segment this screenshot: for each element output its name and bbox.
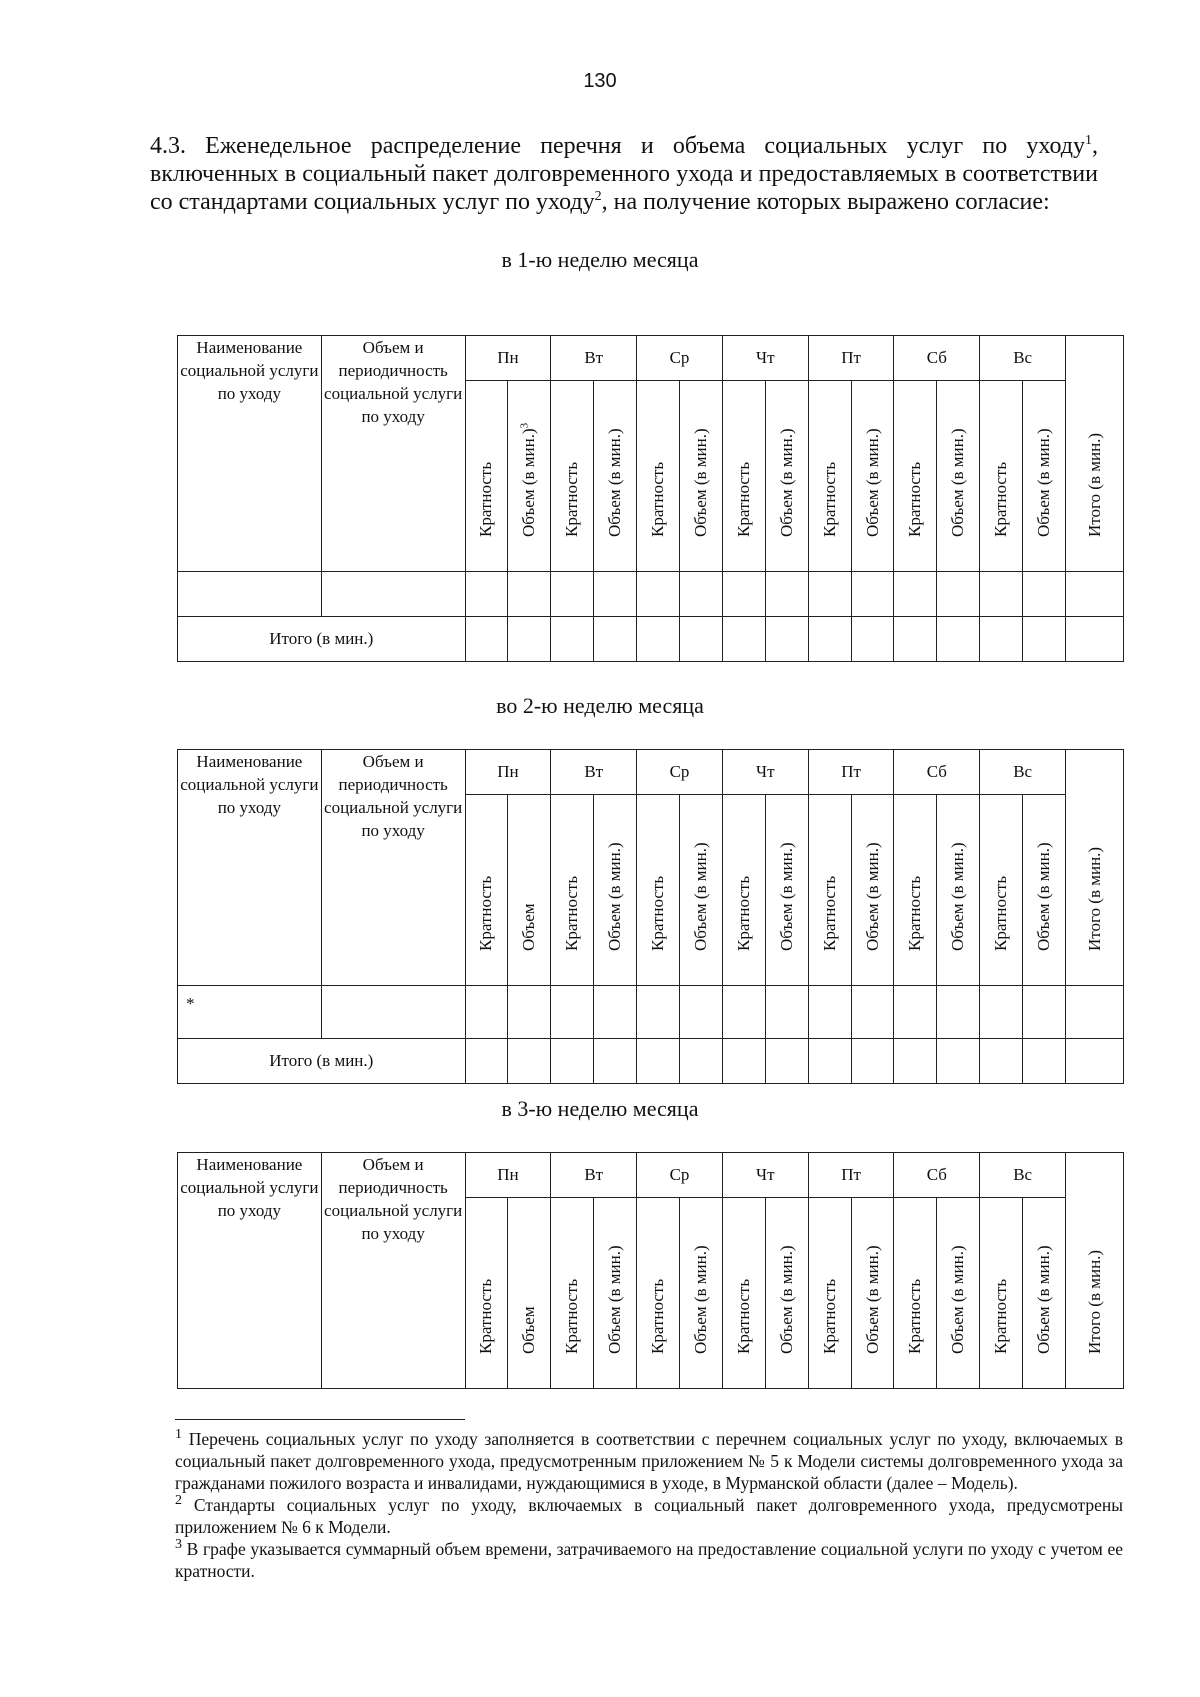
data-cell [722,572,765,617]
header-total-col-blank [1066,1153,1124,1389]
header-volume [851,795,894,986]
section-intro-paragraph [150,132,1098,216]
total-row-label: Итого (в мин.) [178,617,466,662]
footnote-1: $^1$ Перечень социальных услуг по уходу заполняется в соответствии с перечнем социальных услуг по уходу, включаемых в социальный пакет долговременного ухода, предусмотренным приложением № 5 к Модели системы долговременного ухода за гражданами пожилого возраста и инвалидами, нуждающимися в уходе, в Мурманской области (далее – Модель). [175,1427,1123,1493]
header-volume-label: Объем (в мин.) [776,1245,796,1354]
data-cell [808,986,851,1039]
header-volume-label: Объем (в мин.) [776,842,796,951]
header-day: Пн [465,336,551,381]
data-cell [894,572,937,617]
data-cell [551,986,594,1039]
header-volume [937,1198,980,1389]
header-frequency-label: Кратность [905,1278,925,1354]
header-frequency-label: Кратность [733,875,753,951]
total-cell [594,1039,637,1084]
data-cell [980,986,1023,1039]
header-frequency [551,381,594,572]
header-volume-label: Объем (в мин.) [605,1245,625,1354]
header-frequency [722,381,765,572]
page-number: 130 [583,70,617,92]
header-volume [508,795,551,986]
header-volume [851,381,894,572]
total-cell [551,617,594,662]
footnote-2: $^2$ Стандарты социальных услуг по уходу, включаемых в социальный пакет долговременного ухода, предусмотрены приложением № 6 к Модели. [175,1493,1123,1537]
header-volume-label: Объем (в мин.) [1034,428,1054,537]
header-volume-label: Объем (в мин.) [862,1245,882,1354]
header-day: Вс [980,1153,1066,1198]
header-volume [594,381,637,572]
data-cell [722,986,765,1039]
header-frequency [551,795,594,986]
header-total-col-blank [1066,750,1124,986]
total-cell [765,1039,808,1084]
header-frequency [980,795,1023,986]
header-day: Вс [980,336,1066,381]
header-day: Пн [465,750,551,795]
data-cell [679,986,722,1039]
header-total-col-blank [1066,336,1124,572]
total-cell [894,617,937,662]
data-cell [1023,986,1066,1039]
header-volume-periodicity: Объем и периодичность социальной услуги по уходу [321,750,465,986]
total-cell [1066,1039,1124,1084]
header-total-label: Итого (в мин.) [1084,432,1104,537]
header-frequency [980,1198,1023,1389]
header-day: Пт [808,336,894,381]
data-cell [321,986,465,1039]
service-name-cell: * [178,986,322,1039]
header-volume [594,1198,637,1389]
data-cell [851,986,894,1039]
total-cell [894,1039,937,1084]
header-frequency [465,381,508,572]
header-frequency [894,795,937,986]
week-3-title: в 3-ю неделю месяца [501,1096,699,1121]
intro-text-3: , на получение которых выражено согласие: [601,189,1050,215]
header-volume [1023,381,1066,572]
header-frequency-label: Кратность [733,461,753,537]
header-frequency-label: Кратность [476,461,496,537]
total-cell [1023,617,1066,662]
footnote-ref-1: 1 [1085,133,1092,148]
data-cell [1023,572,1066,617]
data-cell [508,986,551,1039]
total-cell [765,617,808,662]
data-cell [851,572,894,617]
week-2-title: во 2-ю неделю месяца [496,693,704,718]
header-frequency-label: Кратность [648,461,668,537]
header-day: Ср [637,336,723,381]
header-frequency [808,1198,851,1389]
header-frequency [722,1198,765,1389]
header-volume [508,381,551,572]
header-volume-label: Объем (в мин.) [690,1245,710,1354]
header-day: Вт [551,750,637,795]
header-volume-periodicity: Объем и периодичность социальной услуги по уходу [321,1153,465,1389]
header-frequency-label: Кратность [562,461,582,537]
header-volume-label: Объем (в мин.) [862,842,882,951]
header-volume-label: Объем (в мин.) [776,428,796,537]
data-cell [1066,986,1124,1039]
header-volume [937,381,980,572]
header-volume-label: Объем (в мин.) [948,428,968,537]
total-cell [679,1039,722,1084]
header-frequency-label: Кратность [733,1278,753,1354]
header-volume-label: Объем (в мин.)$^3$ [518,422,539,537]
data-cell [594,572,637,617]
header-frequency [722,795,765,986]
header-frequency-label: Кратность [562,875,582,951]
data-cell [679,572,722,617]
total-cell [937,617,980,662]
header-volume-label: Объем (в мин.) [605,842,625,951]
header-frequency [894,1198,937,1389]
header-frequency [894,381,937,572]
data-cell [465,572,508,617]
total-cell [851,1039,894,1084]
header-day: Пн [465,1153,551,1198]
header-volume-label: Объем [519,1306,539,1354]
header-volume [679,795,722,986]
total-cell [808,617,851,662]
total-cell [637,1039,680,1084]
total-cell [722,617,765,662]
header-frequency [637,1198,680,1389]
header-day: Вт [551,336,637,381]
header-frequency-label: Кратность [562,1278,582,1354]
header-volume-label: Объем (в мин.) [690,428,710,537]
header-volume [679,1198,722,1389]
header-volume [765,381,808,572]
week-1-title: в 1-ю неделю месяца [501,247,699,272]
header-volume [508,1198,551,1389]
header-day: Сб [894,336,980,381]
data-cell [1066,572,1124,617]
header-volume [937,795,980,986]
total-cell [851,617,894,662]
header-volume-label: Объем (в мин.) [1034,1245,1054,1354]
header-service-name: Наименование социальной услуги по уходу [178,1153,322,1389]
header-frequency-label: Кратность [819,1278,839,1354]
header-day: Чт [722,336,808,381]
data-cell [937,986,980,1039]
header-volume [679,381,722,572]
header-volume-label: Объем (в мин.) [948,1245,968,1354]
total-cell [508,1039,551,1084]
data-cell [894,986,937,1039]
intro-text-2: , включенных в социальный пакет долговременного ухода и предоставляемых в соответствии со стандартами социальных услуг по уходу [150,133,1098,215]
data-cell [765,986,808,1039]
total-cell [637,617,680,662]
header-day: Чт [722,1153,808,1198]
total-row-label: Итого (в мин.) [178,1039,466,1084]
header-total-label: Итого (в мин.) [1084,846,1104,951]
header-service-name: Наименование социальной услуги по уходу [178,750,322,986]
header-volume [851,1198,894,1389]
data-cell [980,572,1023,617]
header-volume [1023,1198,1066,1389]
footnote-3: $^3$ В графе указывается суммарный объем времени, затрачиваемого на предоставление социальной услуги по уходу с учетом ее кратности. [175,1537,1123,1581]
header-frequency-label: Кратность [476,875,496,951]
total-cell [808,1039,851,1084]
data-cell [937,572,980,617]
header-frequency-label: Кратность [905,875,925,951]
header-volume [765,1198,808,1389]
header-frequency-label: Кратность [648,875,668,951]
header-frequency-label: Кратность [991,461,1011,537]
total-cell [551,1039,594,1084]
total-cell [679,617,722,662]
header-frequency [808,381,851,572]
data-cell [594,986,637,1039]
service-name-cell [178,572,322,617]
header-volume [765,795,808,986]
header-day: Сб [894,750,980,795]
total-cell [937,1039,980,1084]
week-2-table [177,749,1124,1084]
header-day: Вт [551,1153,637,1198]
header-frequency-label: Кратность [905,461,925,537]
header-frequency-label: Кратность [648,1278,668,1354]
data-cell [765,572,808,617]
total-cell [594,617,637,662]
total-cell [1023,1039,1066,1084]
header-frequency-label: Кратность [991,875,1011,951]
total-cell [980,1039,1023,1084]
header-frequency [465,1198,508,1389]
header-volume-periodicity: Объем и периодичность социальной услуги по уходу [321,336,465,572]
intro-text-1: 4.3. Еженедельное распределение перечня и объема социальных услуг по уходу [150,133,1085,159]
header-day: Пт [808,1153,894,1198]
header-day: Ср [637,750,723,795]
footnotes [175,1428,1123,1582]
week-3-table [177,1152,1124,1389]
header-day: Вс [980,750,1066,795]
data-cell [465,986,508,1039]
footnote-separator [175,1419,465,1420]
total-cell [1066,617,1124,662]
total-cell [508,617,551,662]
header-volume-label: Объем [519,903,539,951]
header-frequency [808,795,851,986]
header-volume-label: Объем (в мин.) [605,428,625,537]
header-total-label: Итого (в мин.) [1084,1249,1104,1354]
data-cell [508,572,551,617]
data-cell [637,986,680,1039]
header-day: Чт [722,750,808,795]
header-frequency [980,381,1023,572]
header-volume [594,795,637,986]
header-day: Сб [894,1153,980,1198]
header-frequency-label: Кратность [991,1278,1011,1354]
header-volume-label: Объем (в мин.) [862,428,882,537]
data-cell [321,572,465,617]
data-cell [637,572,680,617]
header-volume-label: Объем (в мин.) [1034,842,1054,951]
footnote-ref-2: 2 [594,189,602,204]
header-frequency-label: Кратность [819,875,839,951]
header-frequency [551,1198,594,1389]
data-cell [808,572,851,617]
header-volume-label: Объем (в мин.) [690,842,710,951]
header-volume-label: Объем (в мин.) [948,842,968,951]
total-cell [465,617,508,662]
header-frequency [637,795,680,986]
header-frequency-label: Кратность [476,1278,496,1354]
header-service-name: Наименование социальной услуги по уходу [178,336,322,572]
total-cell [722,1039,765,1084]
week-1-table [177,335,1124,662]
data-cell [551,572,594,617]
header-frequency-label: Кратность [819,461,839,537]
header-volume [1023,795,1066,986]
total-cell [980,617,1023,662]
header-frequency [637,381,680,572]
total-cell [465,1039,508,1084]
header-day: Пт [808,750,894,795]
header-day: Ср [637,1153,723,1198]
header-frequency [465,795,508,986]
footnote-ref-3: 3 [518,422,531,429]
